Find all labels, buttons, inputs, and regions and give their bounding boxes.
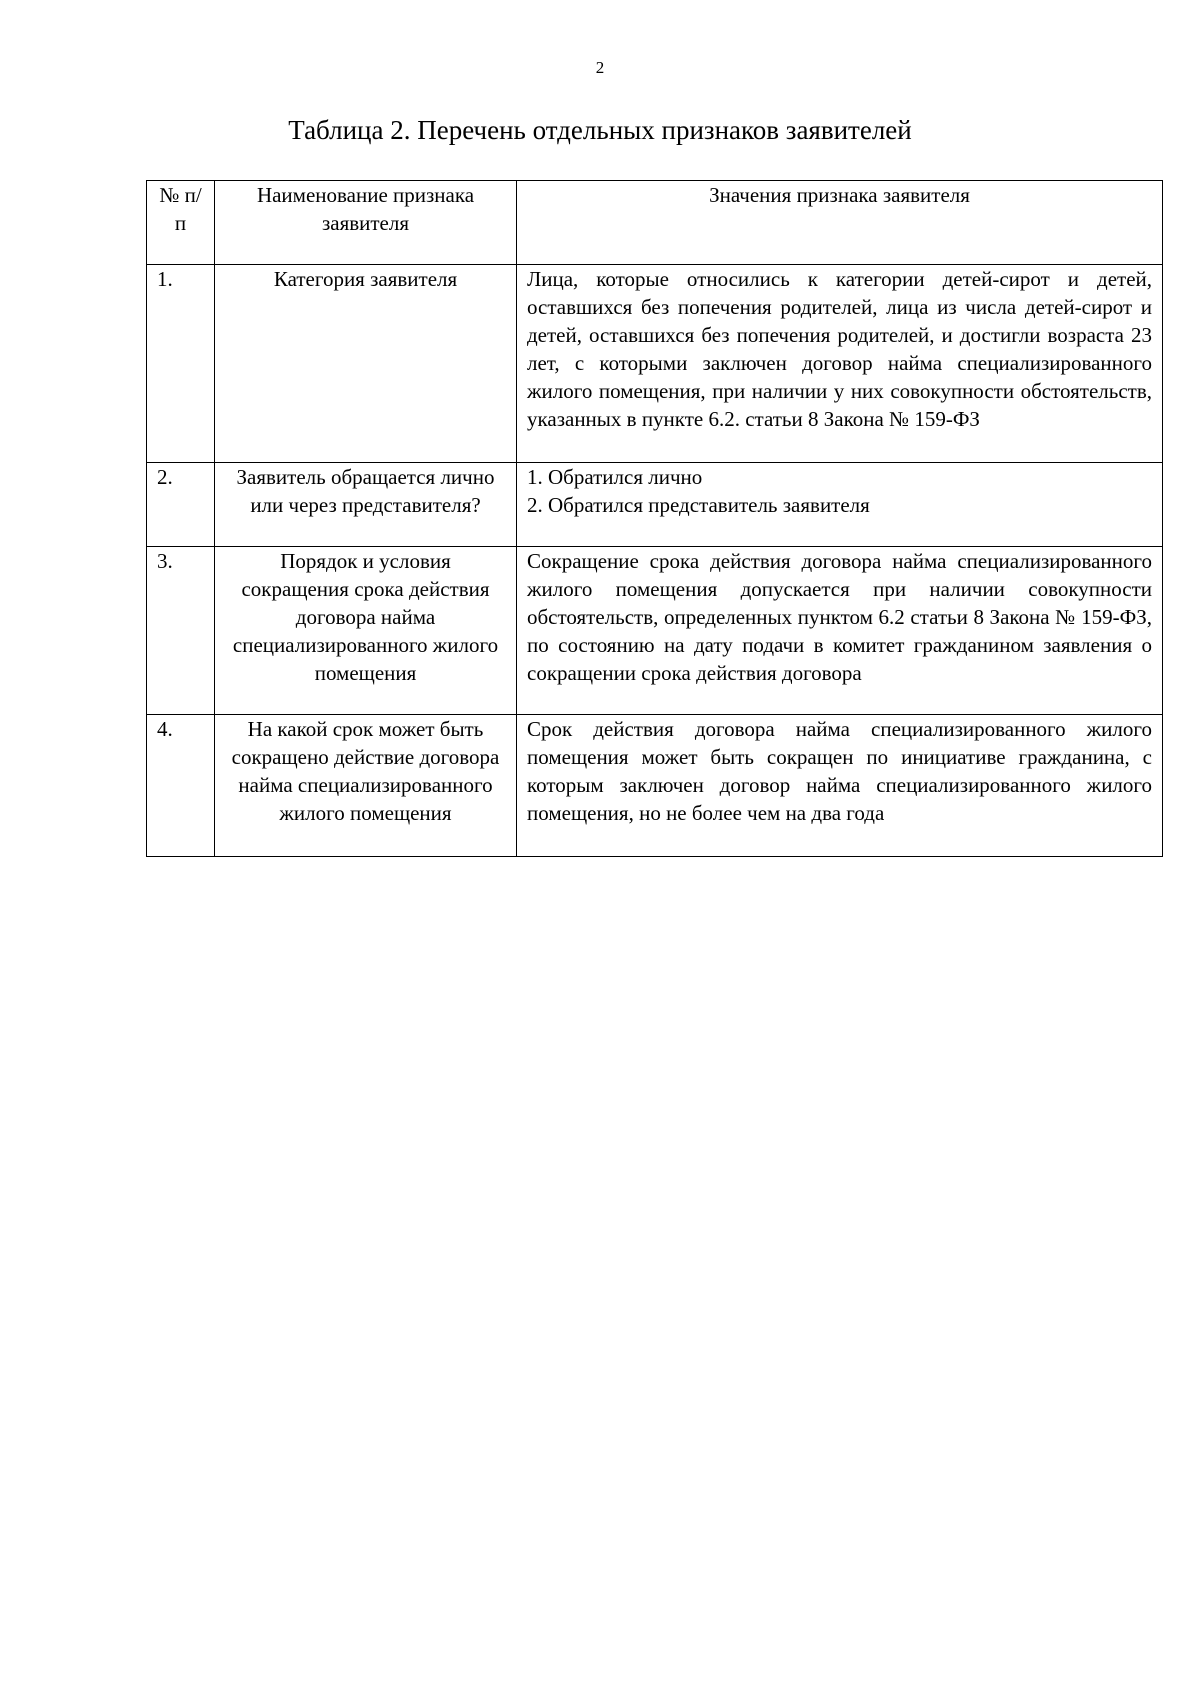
attribute-name: Заявитель обращается лично или через представителя? — [215, 463, 517, 547]
page-number: 2 — [595, 58, 605, 77]
applicant-attributes-table — [146, 180, 1163, 857]
row-number: 4. — [147, 715, 215, 857]
row-number: 1. — [147, 265, 215, 463]
row-number: 3. — [147, 547, 215, 715]
table-title: Таблица 2. Перечень отдельных признаков заявителей — [288, 115, 912, 145]
table-row — [147, 463, 1163, 547]
attribute-value: Срок действия договора найма специализированного жилого помещения может быть сокращен по инициативе гражданина, с которым заключен договор найма специализированного жилого помещения, но не более чем на два года — [517, 715, 1163, 857]
value-option: 1. Обратился лично — [527, 465, 703, 489]
attribute-value — [517, 463, 1163, 547]
table-header-row — [147, 181, 1163, 265]
attribute-name: Порядок и условия сокращения срока действия договора найма специализированного жилого помещения — [215, 547, 517, 715]
attribute-name: На какой срок может быть сокращено действие договора найма специализированного жилого помещения — [215, 715, 517, 857]
row-number: 2. — [147, 463, 215, 547]
table-row — [147, 265, 1163, 463]
table-row — [147, 547, 1163, 715]
attribute-value: Лица, которые относились к категории детей-сирот и детей, оставшихся без попечения родителей, лица из числа детей-сирот и детей, оставшихся без попечения родителей, и достигли возраста 23 лет, с которыми заключен договор найма специализированного жилого помещения, при наличии у них совокупности обстоятельств, указанных в пункте 6.2. статьи 8 Закона № 159-ФЗ — [517, 265, 1163, 463]
header-attribute-name: Наименование признака заявителя — [215, 181, 517, 265]
header-number: № п/п — [147, 181, 215, 265]
value-option: 2. Обратился представитель заявителя — [527, 493, 870, 517]
attribute-value: Сокращение срока действия договора найма специализированного жилого помещения допускается при наличии совокупности обстоятельств, определенных пунктом 6.2 статьи 8 Закона № 159-ФЗ, по состоянию на дату подачи в комитет гражданином заявления о сокращении срока действия договора — [517, 547, 1163, 715]
attribute-name: Категория заявителя — [215, 265, 517, 463]
table-row — [147, 715, 1163, 857]
header-attribute-values: Значения признака заявителя — [517, 181, 1163, 265]
